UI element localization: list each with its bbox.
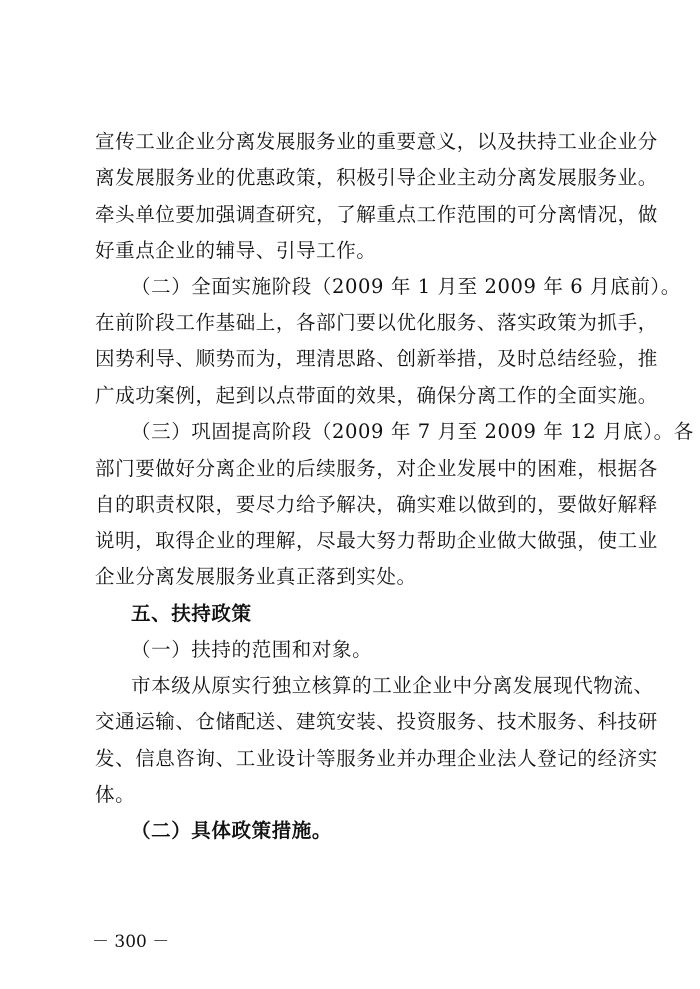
paragraph-line: 在前阶段工作基础上，各部门要以优化服务、落实政策为抓手，: [95, 311, 658, 334]
paragraph-line: 自的职责权限，要尽力给予解决，确实难以做到的，要做好解释: [95, 493, 658, 516]
paragraph-line: 宣传工业企业分离发展服务业的重要意义，以及扶持工业企业分: [95, 130, 658, 153]
subsection-title-bold: （二）具体政策措施。: [131, 819, 333, 842]
paragraph-line: 因势利导、顺势而为，理清思路、创新举措，及时总结经验，推: [95, 347, 658, 370]
paragraph-line: 部门要做好分离企业的后续服务，对企业发展中的困难，根据各: [95, 457, 658, 480]
paragraph-line: 发、信息咨询、工业设计等服务业并办理企业法人登记的经济实: [95, 747, 658, 770]
paragraph-line: 好重点企业的辅导、引导工作。: [95, 239, 377, 262]
paragraph-line: 说明，取得企业的理解，尽最大努力帮助企业做大做强，使工业: [95, 529, 658, 552]
subsection-title: （一）扶持的范围和对象。: [131, 638, 373, 661]
paragraph-line: 离发展服务业的优惠政策，积极引导企业主动分离发展服务业。: [95, 166, 658, 189]
paragraph-line: 企业分离发展服务业真正落到实处。: [95, 565, 417, 588]
paragraph-line: 牵头单位要加强调查研究，了解重点工作范围的可分离情况，做: [95, 203, 658, 226]
section-heading-line: （二）全面实施阶段（2009 年 1 月至 2009 年 6 月底前）。: [131, 275, 681, 298]
page-number: － 300 －: [92, 932, 170, 952]
paragraph-line: 广成功案例，起到以点带面的效果，确保分离工作的全面实施。: [95, 384, 658, 407]
section-heading-line: （三）巩固提高阶段（2009 年 7 月至 2009 年 12 月底）。各: [131, 420, 694, 443]
paragraph-line: 市本级从原实行独立核算的工业企业中分离发展现代物流、: [131, 674, 654, 697]
paragraph-line: 体。: [95, 783, 136, 806]
paragraph-line: 交通运输、仓储配送、建筑安装、投资服务、技术服务、科技研: [95, 710, 658, 733]
section-title: 五、扶持政策: [131, 602, 252, 625]
